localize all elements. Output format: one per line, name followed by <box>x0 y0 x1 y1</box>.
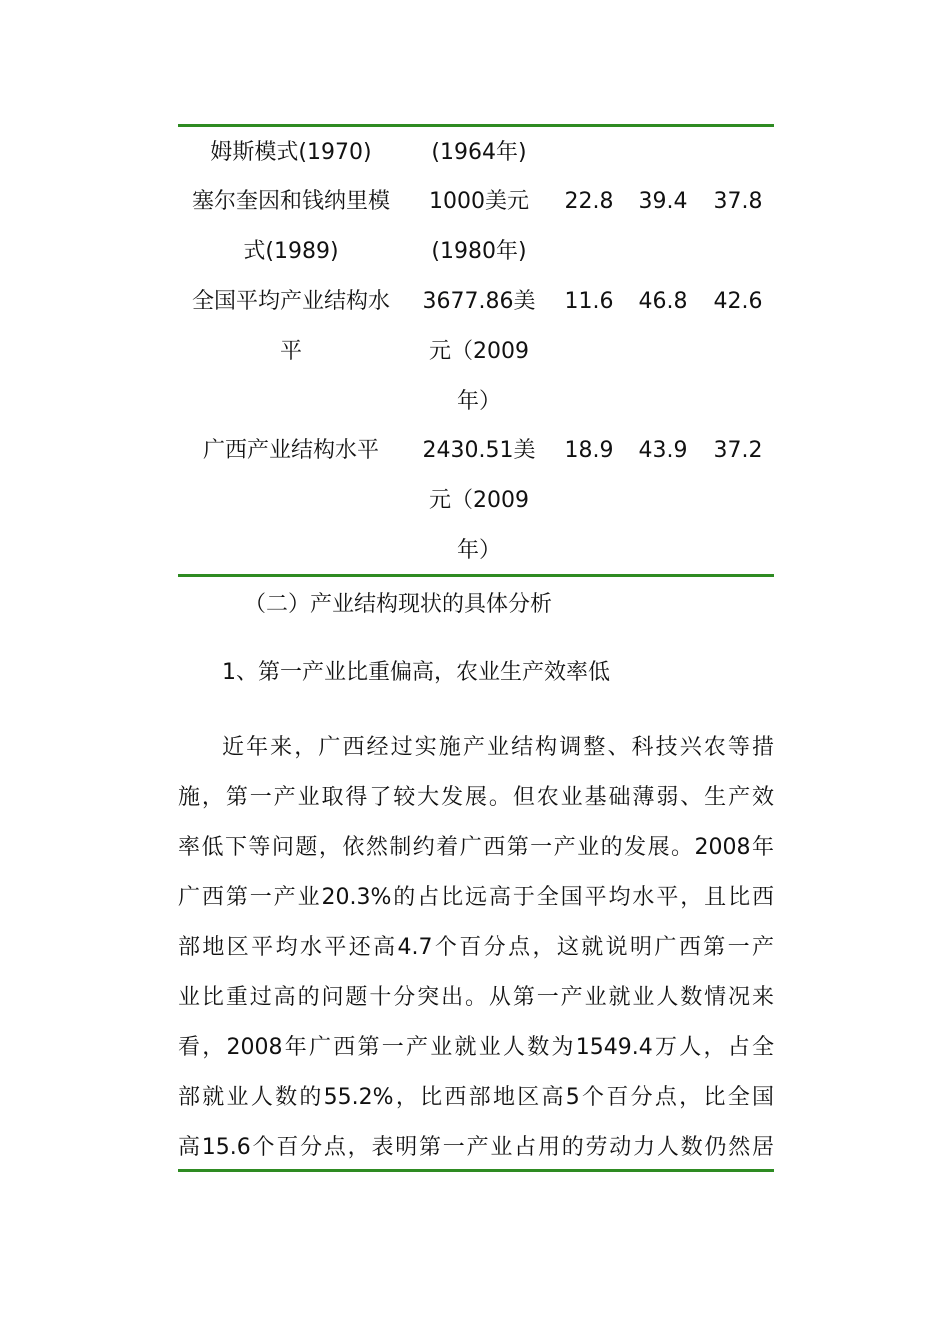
paragraph-line: 广西第一产业20.3%的占比远高于全国平均水平，且比西 <box>178 885 774 910</box>
paragraph-line: 施，第一产业取得了较大发展。但农业基础薄弱、生产效 <box>178 785 774 810</box>
paragraph-line: 率低下等问题，依然制约着广西第一产业的发展。2008年 <box>178 835 774 860</box>
row-name-line: 姆斯模式(1970) <box>210 140 372 165</box>
table-bottom-rule <box>178 574 774 577</box>
row-gdp-line: 2430.51美 <box>422 438 536 463</box>
row-gdp-line: (1980年) <box>431 239 527 264</box>
row-gdp-line: 年） <box>456 389 501 414</box>
row-name-line: 全国平均产业结构水 <box>191 289 390 314</box>
row-gdp-line: 年） <box>456 538 501 563</box>
subsection-heading: 1、第一产业比重偏高，农业生产效率低 <box>222 660 610 685</box>
secondary-share: 46.8 <box>638 289 688 314</box>
row-name-line: 广西产业结构水平 <box>202 438 379 463</box>
tertiary-share: 42.6 <box>713 289 763 314</box>
primary-share: 11.6 <box>564 289 614 314</box>
paragraph-line: 近年来，广西经过实施产业结构调整、科技兴农等措 <box>222 735 774 760</box>
row-gdp-line: (1964年) <box>431 140 527 165</box>
row-gdp-line: 元（2009 <box>429 339 529 364</box>
row-name-line: 平 <box>279 339 302 364</box>
tertiary-share: 37.8 <box>713 189 763 214</box>
row-gdp-line: 3677.86美 <box>422 289 536 314</box>
body-paragraph <box>178 723 774 1173</box>
row-name-line: 塞尔奎因和钱纳里模 <box>191 189 390 214</box>
paragraph-line: 高15.6个百分点，表明第一产业占用的劳动力人数仍然居 <box>178 1135 774 1160</box>
paragraph-line: 部就业人数的55.2%，比西部地区高5个百分点，比全国 <box>178 1085 774 1110</box>
table-top-rule <box>178 124 774 127</box>
paragraph-line: 部地区平均水平还高4.7个百分点，这就说明广西第一产 <box>178 935 774 960</box>
paragraph-line: 业比重过高的问题十分突出。从第一产业就业人数情况来 <box>178 985 774 1010</box>
tertiary-share: 37.2 <box>713 438 763 463</box>
row-gdp-line: 元（2009 <box>429 488 529 513</box>
primary-share: 22.8 <box>564 189 614 214</box>
primary-share: 18.9 <box>564 438 614 463</box>
paragraph-line: 看，2008年广西第一产业就业人数为1549.4万人，占全 <box>178 1035 774 1060</box>
secondary-share: 39.4 <box>638 189 688 214</box>
section-heading: （二）产业结构现状的具体分析 <box>244 592 553 617</box>
page-bottom-rule <box>178 1169 774 1172</box>
secondary-share: 43.9 <box>638 438 688 463</box>
row-name-line: 式(1989) <box>243 239 339 264</box>
row-gdp-line: 1000美元 <box>429 189 529 214</box>
